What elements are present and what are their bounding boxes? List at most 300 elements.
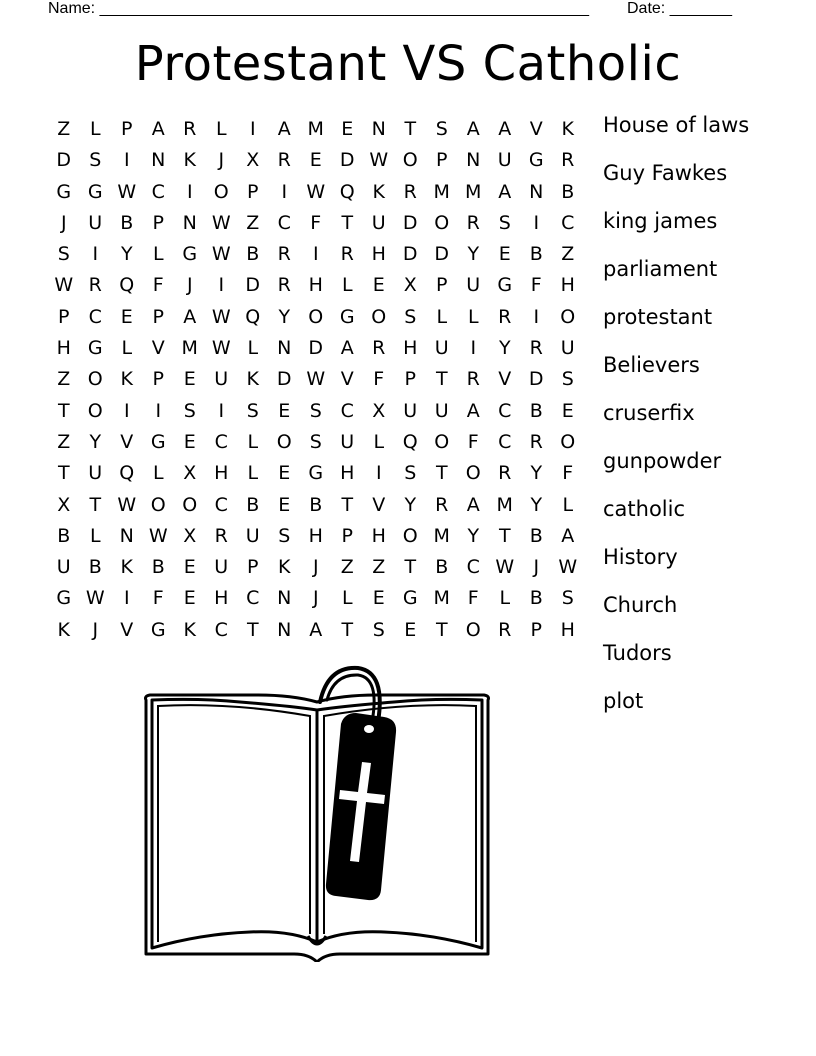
grid-cell: O <box>308 305 324 328</box>
word-list-item: gunpowder <box>603 449 722 473</box>
grid-cell: E <box>120 305 133 328</box>
grid-cell: S <box>309 399 322 422</box>
grid-cell: U <box>497 149 512 172</box>
grid-cell: V <box>340 368 354 391</box>
grid-cell: S <box>278 524 291 547</box>
grid-cell: O <box>371 305 387 328</box>
grid-cell: K <box>120 556 133 579</box>
grid-row <box>48 114 588 145</box>
grid-cell: S <box>372 618 385 641</box>
grid-cell: I <box>470 337 477 360</box>
grid-cell: G <box>497 274 513 297</box>
grid-cell: S <box>309 430 322 453</box>
grid-cell: N <box>466 149 481 172</box>
grid-cell: O <box>434 211 450 234</box>
grid-cell: W <box>306 368 326 391</box>
grid-cell: O <box>402 524 418 547</box>
grid-cell: B <box>246 493 260 516</box>
grid-cell: U <box>403 399 418 422</box>
grid-cell: P <box>436 274 448 297</box>
grid-cell: B <box>246 243 260 266</box>
grid-cell: E <box>341 118 354 140</box>
grid-row <box>48 302 588 333</box>
grid-cell: D <box>528 368 544 391</box>
grid-cell: T <box>89 493 102 516</box>
grid-cell: N <box>182 211 197 234</box>
grid-cell: R <box>340 243 354 266</box>
grid-cell: I <box>218 274 225 297</box>
name-field-line: Name: _______________________________________________________ <box>48 0 589 17</box>
grid-cell: C <box>561 211 575 234</box>
grid-cell: L <box>247 430 259 453</box>
grid-cell: B <box>309 493 323 516</box>
open-bible-with-cross-bookmark-icon <box>140 662 496 962</box>
page-title: Protestant VS Catholic <box>134 36 682 92</box>
grid-cell: Q <box>119 462 135 485</box>
grid-cell: O <box>276 430 292 453</box>
grid-cell: B <box>561 180 575 203</box>
grid-cell: M <box>433 587 450 610</box>
grid-cell: E <box>404 618 417 641</box>
grid-cell: K <box>278 556 291 579</box>
grid-cell: Z <box>57 430 71 453</box>
grid-cell: R <box>372 337 386 360</box>
grid-cell: R <box>435 493 449 516</box>
word-list-item: Believers <box>603 353 700 377</box>
grid-cell: Y <box>467 524 480 547</box>
grid-cell: R <box>498 618 512 641</box>
word-list-item: History <box>603 545 678 569</box>
grid-cell: H <box>308 524 323 547</box>
grid-cell: W <box>148 524 168 547</box>
grid-cell: A <box>561 524 575 547</box>
grid-cell: H <box>340 462 355 485</box>
grid-cell: P <box>436 149 448 172</box>
grid-row <box>48 521 588 552</box>
grid-cell: R <box>88 274 102 297</box>
grid-cell: P <box>404 368 416 391</box>
grid-cell: T <box>404 118 417 140</box>
grid-row <box>48 239 588 270</box>
grid-cell: G <box>339 305 355 328</box>
grid-cell: L <box>247 462 259 485</box>
grid-cell: X <box>183 524 197 547</box>
grid-cell: T <box>435 462 448 485</box>
grid-cell: G <box>402 587 418 610</box>
grid-cell: G <box>308 462 324 485</box>
grid-cell: B <box>57 524 71 547</box>
grid-cell: K <box>561 118 574 140</box>
grid-cell: J <box>218 149 225 172</box>
grid-cell: L <box>341 587 353 610</box>
grid-cell: O <box>213 180 229 203</box>
grid-cell: R <box>214 524 228 547</box>
grid-cell: Y <box>278 305 291 328</box>
grid-cell: U <box>340 430 355 453</box>
grid-cell: A <box>277 118 291 140</box>
grid-cell: H <box>308 274 323 297</box>
grid-cell: L <box>121 337 133 360</box>
word-list-item: protestant <box>603 305 713 329</box>
grid-cell: P <box>247 556 259 579</box>
grid-cell: O <box>465 462 481 485</box>
grid-cell: E <box>183 587 196 610</box>
grid-cell: N <box>151 149 166 172</box>
grid-cell: M <box>465 180 482 203</box>
word-list-item: House of laws <box>603 113 750 137</box>
grid-cell: E <box>498 243 511 266</box>
grid-cell: G <box>182 243 198 266</box>
grid-row <box>48 458 588 489</box>
grid-cell: T <box>341 618 354 641</box>
grid-cell: J <box>92 618 99 641</box>
word-list-item: king james <box>603 209 718 233</box>
grid-cell: S <box>57 243 70 266</box>
grid-cell: H <box>214 587 229 610</box>
grid-cell: I <box>249 118 256 140</box>
word-list-item: Tudors <box>603 641 672 665</box>
grid-cell: R <box>466 211 480 234</box>
grid-cell: W <box>369 149 389 172</box>
grid-cell: K <box>120 368 133 391</box>
grid-cell: A <box>466 493 480 516</box>
grid-cell: L <box>152 462 164 485</box>
grid-cell: B <box>529 524 543 547</box>
grid-cell: Y <box>467 243 480 266</box>
grid-cell: M <box>496 493 513 516</box>
grid-cell: M <box>433 180 450 203</box>
grid-cell: P <box>341 524 353 547</box>
grid-cell: K <box>372 180 385 203</box>
grid-row <box>48 177 588 208</box>
grid-cell: I <box>123 399 130 422</box>
grid-row <box>48 583 588 614</box>
grid-cell: F <box>530 274 542 297</box>
grid-cell: G <box>87 337 103 360</box>
grid-cell: S <box>89 149 102 172</box>
grid-cell: N <box>277 337 292 360</box>
grid-cell: U <box>434 337 449 360</box>
grid-cell: T <box>404 556 417 579</box>
grid-row <box>48 427 588 458</box>
grid-cell: B <box>88 556 102 579</box>
word-list-item: Guy Fawkes <box>603 161 728 185</box>
grid-cell: C <box>340 399 354 422</box>
grid-cell: B <box>435 556 449 579</box>
grid-cell: S <box>561 368 574 391</box>
grid-cell: I <box>312 243 319 266</box>
grid-cell: U <box>214 556 229 579</box>
grid-cell: O <box>560 430 576 453</box>
grid-cell: E <box>372 274 385 297</box>
grid-cell: P <box>152 305 164 328</box>
grid-cell: C <box>246 587 260 610</box>
grid-cell: R <box>529 430 543 453</box>
grid-cell: Y <box>120 243 133 266</box>
grid-cell: T <box>57 462 70 485</box>
grid-cell: V <box>529 118 543 140</box>
grid-cell: Y <box>530 493 543 516</box>
grid-cell: O <box>465 618 481 641</box>
date-field-line: Date: _______ <box>627 0 732 17</box>
grid-cell: B <box>529 243 543 266</box>
grid-cell: F <box>373 368 385 391</box>
grid-cell: B <box>529 587 543 610</box>
grid-cell: Y <box>89 430 102 453</box>
grid-cell: X <box>372 399 386 422</box>
grid-cell: L <box>562 493 574 516</box>
grid-cell: A <box>466 118 480 140</box>
grid-cell: I <box>123 587 130 610</box>
grid-cell: D <box>276 368 292 391</box>
grid-cell: R <box>498 305 512 328</box>
grid-cell: H <box>560 274 575 297</box>
grid-cell: O <box>402 149 418 172</box>
grid-cell: A <box>309 618 323 641</box>
grid-cell: M <box>307 118 324 140</box>
grid-cell: S <box>246 399 259 422</box>
grid-cell: C <box>277 211 291 234</box>
grid-cell: X <box>57 493 71 516</box>
grid-row <box>48 396 588 427</box>
grid-cell: R <box>466 368 480 391</box>
grid-cell: F <box>467 587 479 610</box>
grid-cell: O <box>434 430 450 453</box>
grid-cell: W <box>211 211 231 234</box>
grid-cell: Z <box>246 211 260 234</box>
grid-cell: R <box>498 462 512 485</box>
grid-cell: I <box>123 149 130 172</box>
grid-cell: L <box>247 337 259 360</box>
grid-cell: P <box>121 118 133 140</box>
grid-cell: W <box>117 493 137 516</box>
grid-cell: Y <box>404 493 417 516</box>
grid-cell: K <box>183 618 196 641</box>
grid-cell: T <box>498 524 511 547</box>
grid-cell: D <box>339 149 355 172</box>
grid-cell: R <box>277 243 291 266</box>
grid-cell: L <box>152 243 164 266</box>
grid-cell: V <box>151 337 165 360</box>
word-list-item: catholic <box>603 497 686 521</box>
grid-cell: C <box>151 180 165 203</box>
grid-cell: W <box>211 243 231 266</box>
grid-cell: X <box>183 462 197 485</box>
grid-cell: X <box>246 149 260 172</box>
grid-cell: T <box>435 618 448 641</box>
grid-cell: S <box>498 211 511 234</box>
grid-cell: S <box>183 399 196 422</box>
grid-cell: A <box>151 118 165 140</box>
grid-cell: F <box>562 462 574 485</box>
grid-cell: O <box>150 493 166 516</box>
grid-cell: L <box>341 274 353 297</box>
grid-cell: W <box>85 587 105 610</box>
grid-cell: T <box>341 211 354 234</box>
grid-cell: H <box>403 337 418 360</box>
grid-cell: C <box>88 305 102 328</box>
grid-cell: A <box>340 337 354 360</box>
grid-cell: Z <box>340 556 354 579</box>
grid-cell: Q <box>402 430 418 453</box>
grid-cell: F <box>310 211 322 234</box>
grid-cell: U <box>245 524 260 547</box>
grid-cell: P <box>152 368 164 391</box>
grid-cell: C <box>466 556 480 579</box>
grid-cell: N <box>529 180 544 203</box>
grid-cell: E <box>183 556 196 579</box>
grid-cell: L <box>499 587 511 610</box>
grid-cell: U <box>88 462 103 485</box>
grid-cell: N <box>371 118 386 140</box>
grid-cell: R <box>561 149 575 172</box>
grid-cell: K <box>183 149 196 172</box>
grid-cell: M <box>433 524 450 547</box>
grid-row <box>48 490 588 521</box>
grid-cell: J <box>312 587 319 610</box>
grid-cell: U <box>371 211 386 234</box>
grid-cell: D <box>402 211 418 234</box>
grid-cell: A <box>498 180 512 203</box>
grid-cell: D <box>434 243 450 266</box>
grid-cell: T <box>341 493 354 516</box>
grid-cell: X <box>403 274 417 297</box>
grid-cell: L <box>373 430 385 453</box>
grid-cell: K <box>57 618 70 641</box>
word-list-item: Church <box>603 593 678 617</box>
grid-cell: I <box>186 180 193 203</box>
grid-cell: O <box>182 493 198 516</box>
grid-cell: S <box>435 118 448 140</box>
grid-cell: V <box>120 618 134 641</box>
grid-cell: O <box>560 305 576 328</box>
word-search-grid <box>48 114 588 646</box>
grid-cell: K <box>246 368 259 391</box>
grid-cell: I <box>375 462 382 485</box>
grid-cell: E <box>278 493 291 516</box>
grid-cell: Q <box>245 305 261 328</box>
grid-cell: U <box>56 556 71 579</box>
grid-cell: I <box>533 211 540 234</box>
grid-cell: W <box>495 556 515 579</box>
grid-cell: W <box>558 556 578 579</box>
grid-cell: E <box>183 430 196 453</box>
grid-cell: J <box>60 211 67 234</box>
grid-cell: U <box>560 337 575 360</box>
grid-cell: W <box>117 180 137 203</box>
grid-row <box>48 333 588 364</box>
grid-cell: M <box>181 337 198 360</box>
grid-cell: F <box>467 430 479 453</box>
grid-cell: Z <box>57 118 71 140</box>
grid-cell: B <box>529 399 543 422</box>
grid-cell: I <box>155 399 162 422</box>
grid-cell: H <box>214 462 229 485</box>
grid-cell: G <box>56 180 72 203</box>
grid-cell: D <box>245 274 261 297</box>
grid-cell: N <box>119 524 134 547</box>
word-list <box>603 110 813 734</box>
grid-cell: W <box>211 337 231 360</box>
grid-cell: T <box>435 368 448 391</box>
grid-cell: R <box>529 337 543 360</box>
grid-cell: D <box>308 337 324 360</box>
grid-cell: Q <box>119 274 135 297</box>
grid-cell: D <box>402 243 418 266</box>
grid-cell: L <box>89 524 101 547</box>
grid-cell: R <box>183 118 197 140</box>
grid-cell: E <box>278 399 291 422</box>
grid-cell: E <box>278 462 291 485</box>
grid-cell: W <box>306 180 326 203</box>
grid-cell: Z <box>57 368 71 391</box>
grid-cell: W <box>211 305 231 328</box>
grid-cell: L <box>467 305 479 328</box>
grid-cell: F <box>152 587 164 610</box>
word-list-item: cruserfix <box>603 401 695 425</box>
grid-cell: Z <box>561 243 575 266</box>
grid-cell: C <box>214 618 228 641</box>
grid-cell: A <box>466 399 480 422</box>
grid-cell: E <box>309 149 322 172</box>
grid-cell: G <box>150 618 166 641</box>
grid-cell: L <box>89 118 101 140</box>
grid-cell: V <box>498 368 512 391</box>
grid-cell: U <box>214 368 229 391</box>
grid-cell: V <box>372 493 386 516</box>
grid-row <box>48 364 588 395</box>
grid-cell: H <box>56 337 71 360</box>
grid-cell: Y <box>530 462 543 485</box>
grid-cell: Y <box>498 337 511 360</box>
grid-cell: Z <box>372 556 386 579</box>
grid-cell: R <box>277 149 291 172</box>
grid-cell: G <box>87 180 103 203</box>
grid-cell: U <box>466 274 481 297</box>
grid-cell: S <box>561 587 574 610</box>
grid-row <box>48 615 588 646</box>
grid-cell: P <box>247 180 259 203</box>
grid-cell: V <box>120 430 134 453</box>
grid-cell: S <box>404 305 417 328</box>
grid-cell: B <box>151 556 165 579</box>
grid-cell: P <box>530 618 542 641</box>
grid-cell: C <box>214 430 228 453</box>
grid-cell: E <box>561 399 574 422</box>
grid-row <box>48 208 588 239</box>
grid-cell: D <box>56 149 72 172</box>
word-list-item: plot <box>603 689 644 713</box>
grid-cell: I <box>281 180 288 203</box>
grid-cell: P <box>58 305 70 328</box>
grid-cell: B <box>120 211 134 234</box>
grid-cell: L <box>436 305 448 328</box>
grid-cell: J <box>312 556 319 579</box>
grid-row <box>48 552 588 583</box>
grid-cell: F <box>152 274 164 297</box>
grid-cell: I <box>218 399 225 422</box>
grid-cell: G <box>150 430 166 453</box>
grid-cell: P <box>152 211 164 234</box>
grid-cell: U <box>88 211 103 234</box>
grid-cell: I <box>92 243 99 266</box>
grid-cell: H <box>371 524 386 547</box>
grid-cell: L <box>215 118 227 140</box>
grid-cell: C <box>498 430 512 453</box>
grid-cell: R <box>403 180 417 203</box>
grid-cell: H <box>371 243 386 266</box>
grid-cell: C <box>214 493 228 516</box>
